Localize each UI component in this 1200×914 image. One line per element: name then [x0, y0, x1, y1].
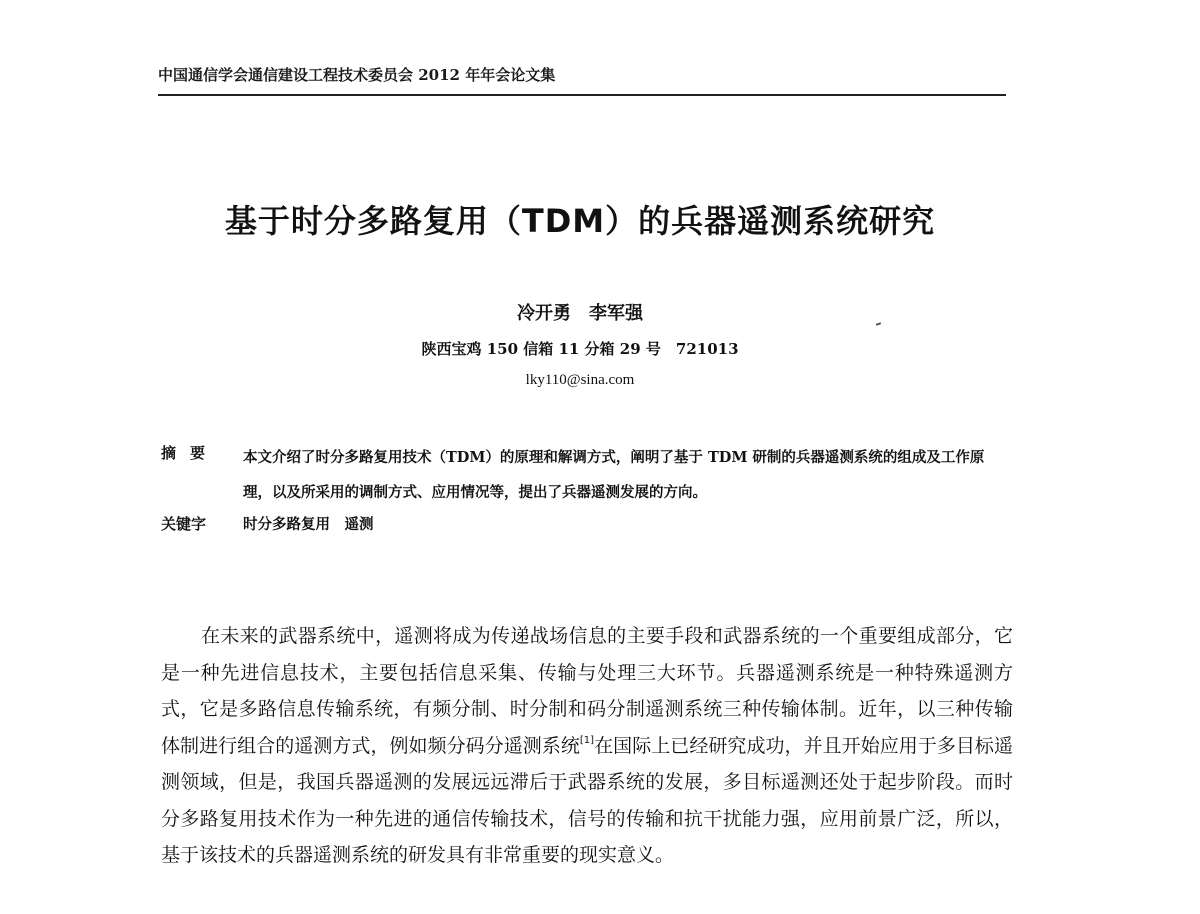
body-text-part-1: 在未来的武器系统中，遥测将成为传递战场信息的主要手段和武器系统的一个重要组成部分，它是一种先进信息技术，主要包括信息采集、传输与处理三大环节。兵器遥测系统是一种特殊遥测方式，它是多路信息传输系统，有频分制、时分制和码分制遥测系统三种传输体制。近年，以三种传输体制进行组合的遥测方式，例如频分码分遥测系统 [161, 625, 1013, 757]
affiliation: 陕西宝鸡 150 信箱 11 分箱 29 号 721013 [421, 340, 739, 358]
body-text-part-2: 在国际上已经研究成功，并且开始应用于多目标遥测领域，但是，我国兵器遥测的发展远远滞后于武器系统的发展，多目标遥测还处于起步阶段。而时分多路复用技术作为一种先进的通信传输技术，信号的传输和抗干扰能力强，应用前景广泛，所以，基于该技术的兵器遥测系统的研发具有非常重要的现实意义。 [161, 734, 1013, 866]
author-email[interactable]: lky110@sina.com [525, 372, 635, 388]
running-head: 中国通信学会通信建设工程技术委员会 2012 年年会论文集 [158, 64, 1006, 96]
abstract-text: 本文介绍了时分多路复用技术（TDM）的原理和解调方式，阐明了基于 TDM 研制的兵器遥测系统的组成及工作原理，以及所采用的调制方式、应用情况等，提出了兵器遥测发展的方向。 [243, 449, 985, 501]
abstract-label: 摘要 [161, 444, 220, 462]
citation-ref[interactable]: [1] [579, 734, 595, 746]
authors: 冷开勇 李军强 [517, 303, 643, 324]
paper-title: 基于时分多路复用（TDM）的兵器遥测系统研究 [224, 202, 936, 240]
keywords-label: 关键字 [161, 515, 207, 533]
keywords-text: 时分多路复用 遥测 [243, 516, 374, 533]
scan-speck [876, 322, 881, 326]
body-paragraph [161, 618, 1013, 874]
